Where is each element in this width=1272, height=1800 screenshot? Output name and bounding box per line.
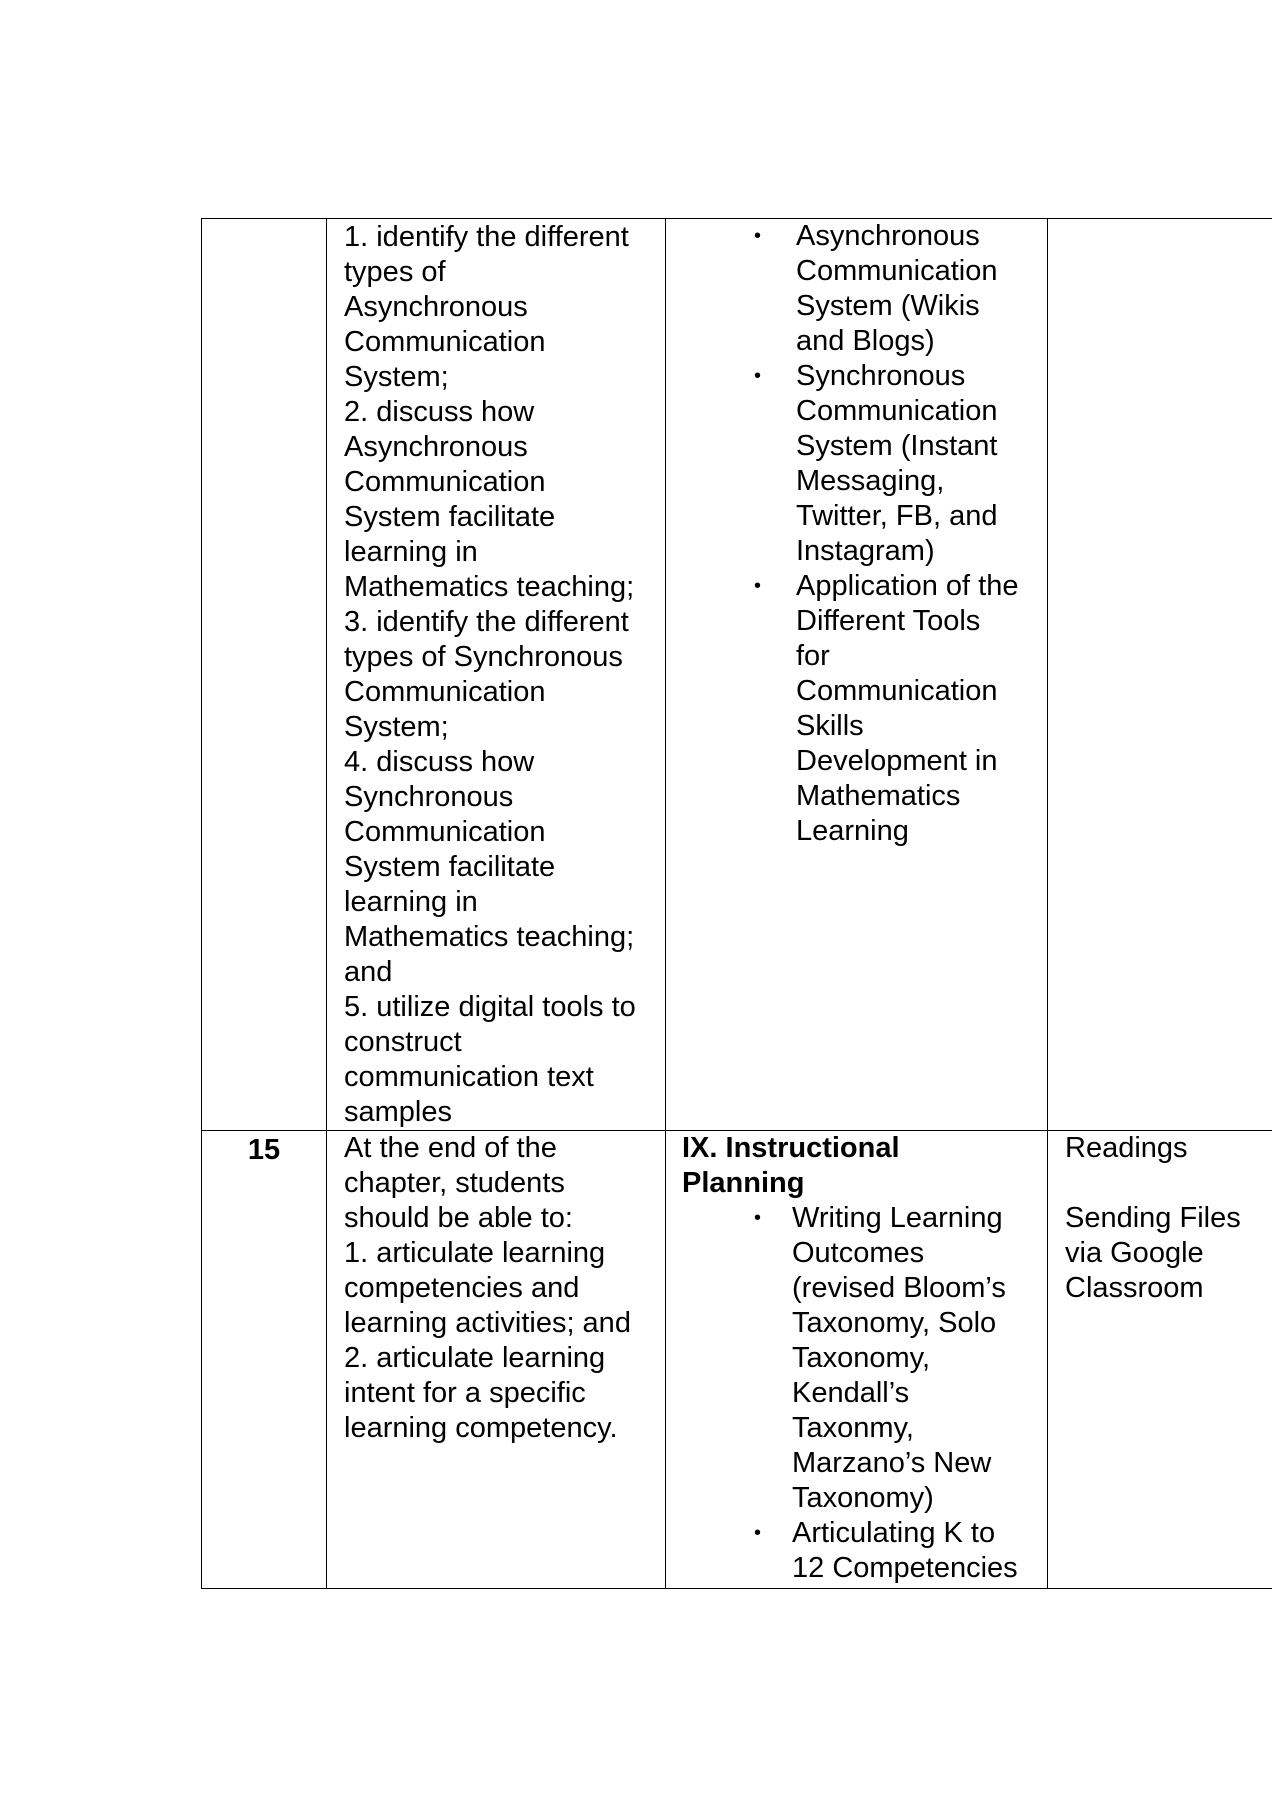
outcome-line: 4. discuss how (344, 746, 535, 778)
bullet-icon: • (754, 1207, 762, 1229)
course-plan-table (201, 218, 1272, 1589)
topics-cell (666, 1131, 1048, 1589)
outcome-line: samples (344, 1096, 452, 1128)
activities-cell (1048, 219, 1272, 1131)
outcome-line: Communication (344, 676, 546, 708)
topic-line: Taxonomy, (792, 1342, 931, 1374)
outcome-line: System facilitate (344, 501, 556, 533)
topic-line: Writing Learning (792, 1202, 1003, 1234)
outcome-line: Mathematics teaching; (344, 921, 635, 953)
topic-line: Communication (796, 395, 998, 427)
outcome-line: Communication (344, 816, 546, 848)
topic-line: Development in (796, 745, 998, 777)
topic-line: Instagram) (796, 535, 935, 567)
activity-line: via Google (1065, 1237, 1204, 1269)
topic-line: for (796, 640, 830, 672)
topic-line: Articulating K to (792, 1517, 996, 1549)
outcome-line: 3. identify the different (344, 606, 629, 638)
section-heading: IX. Instructional (682, 1132, 900, 1164)
outcome-line: Asynchronous (344, 431, 528, 463)
bullet-icon: • (754, 575, 762, 597)
outcome-line: System; (344, 711, 449, 743)
outcome-line: At the end of the (344, 1132, 557, 1164)
table-row (202, 1131, 1272, 1589)
topic-list (682, 1201, 1039, 1586)
list-item (682, 359, 1039, 569)
topic-list (682, 219, 1039, 849)
topic-line: Taxonomy) (792, 1482, 934, 1514)
list-item (682, 219, 1039, 359)
outcome-line: intent for a specific (344, 1377, 586, 1409)
outcome-line: System; (344, 361, 449, 393)
learning-outcomes-cell (327, 219, 666, 1131)
topic-line: and Blogs) (796, 325, 935, 357)
topic-line: Outcomes (792, 1237, 925, 1269)
topic-line: Synchronous (796, 360, 966, 392)
outcome-line: 1. identify the different (344, 221, 629, 253)
topic-line: 12 Competencies (792, 1552, 1018, 1584)
outcome-line: Communication (344, 466, 546, 498)
outcome-line: learning activities; and (344, 1307, 631, 1339)
table-row (202, 219, 1272, 1131)
outcome-line: and (344, 956, 393, 988)
topic-line: Messaging, (796, 465, 945, 497)
bullet-icon: • (754, 365, 762, 387)
outcome-line: competencies and (344, 1272, 580, 1304)
week-number: 15 (247, 1134, 281, 1166)
outcome-line: should be able to: (344, 1202, 573, 1234)
outcome-line: Asynchronous (344, 291, 528, 323)
outcome-line: 2. discuss how (344, 396, 535, 428)
list-item (682, 569, 1039, 849)
topic-line: Asynchronous (796, 220, 980, 252)
topic-line: Twitter, FB, and (796, 500, 998, 532)
topic-line: Marzano’s New (792, 1447, 992, 1479)
topic-line: Learning (796, 815, 909, 847)
bullet-icon: • (754, 225, 762, 247)
topic-line: Kendall’s (792, 1377, 910, 1409)
outcome-line: learning competency. (344, 1412, 618, 1444)
activity-line: Sending Files (1065, 1202, 1241, 1234)
topic-line: Different Tools (796, 605, 981, 637)
outcome-line: Mathematics teaching; (344, 571, 635, 603)
outcome-line: 5. utilize digital tools to (344, 991, 636, 1023)
outcome-line: chapter, students (344, 1167, 565, 1199)
outcome-line: learning in (344, 886, 478, 918)
list-item (682, 1201, 1039, 1516)
outcome-line: construct (344, 1026, 462, 1058)
outcome-line: 1. articulate learning (344, 1237, 606, 1269)
outcome-line: learning in (344, 536, 478, 568)
topic-line: Taxonomy, Solo (792, 1307, 997, 1339)
bullet-icon: • (754, 1522, 762, 1544)
topic-line: Communication (796, 675, 998, 707)
topic-line: (revised Bloom’s (792, 1272, 1006, 1304)
topics-cell (666, 219, 1048, 1131)
activities-cell (1048, 1131, 1272, 1589)
week-cell (202, 219, 327, 1131)
topic-line: Skills (796, 710, 864, 742)
outcome-line: types of Synchronous (344, 641, 623, 673)
outcome-line: Synchronous (344, 781, 514, 813)
outcome-line: types of (344, 256, 446, 288)
topic-line: Mathematics (796, 780, 961, 812)
list-item (682, 1516, 1039, 1586)
activity-line: Readings (1065, 1132, 1188, 1164)
outcome-line: System facilitate (344, 851, 556, 883)
outcome-line: Communication (344, 326, 546, 358)
week-number (202, 219, 326, 221)
section-heading: Planning (682, 1167, 805, 1199)
activity-line: Classroom (1065, 1272, 1204, 1304)
topic-line: System (Wikis (796, 290, 980, 322)
topic-line: Application of the (796, 570, 1019, 602)
outcome-line: communication text (344, 1061, 594, 1093)
topic-line: System (Instant (796, 430, 998, 462)
topic-line: Taxonmy, (792, 1412, 914, 1444)
outcome-line: 2. articulate learning (344, 1342, 606, 1374)
week-cell (202, 1131, 327, 1589)
learning-outcomes-cell (327, 1131, 666, 1589)
topic-line: Communication (796, 255, 998, 287)
